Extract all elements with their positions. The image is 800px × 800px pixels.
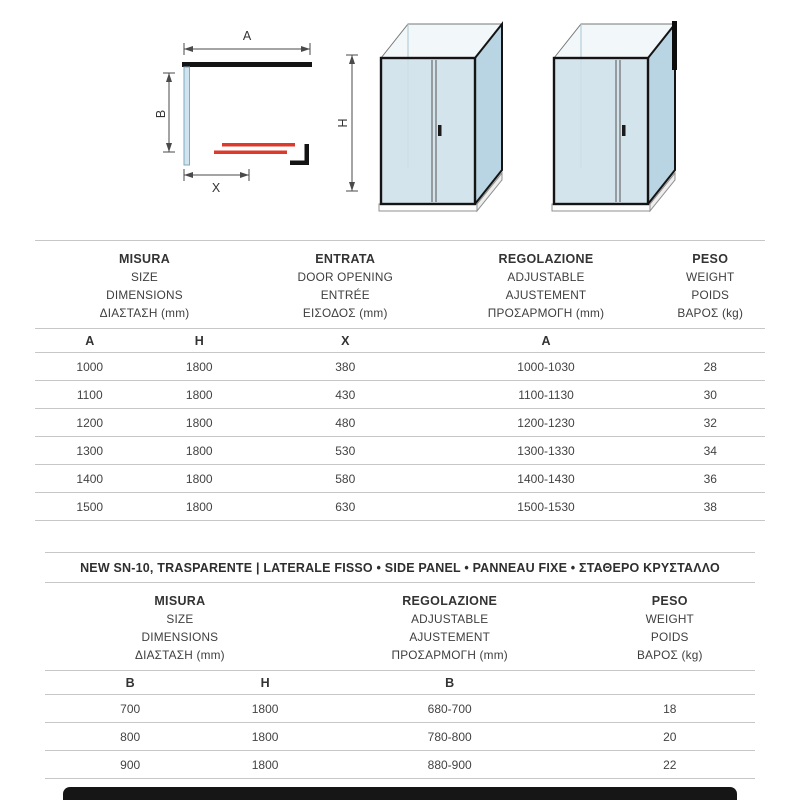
cell-weight: 34 <box>703 444 717 458</box>
table-row <box>35 492 765 520</box>
side-glass-panel <box>184 67 190 165</box>
cell-x: 580 <box>335 472 356 486</box>
header-line: ΠΡΟΣΑΡΜΟΓΗ (mm) <box>391 648 508 662</box>
panel-table-subheader <box>45 670 755 694</box>
cell-a: 1500 <box>76 500 104 514</box>
header-misura <box>35 250 254 322</box>
header-entrata <box>254 250 437 322</box>
cell-h: 1800 <box>185 388 213 402</box>
subheader-x: X <box>341 334 350 348</box>
cell-a: 1300 <box>76 444 104 458</box>
cell-adjust: 880-900 <box>427 758 472 772</box>
cell-a: 1400 <box>76 472 104 486</box>
cell-a: 1000 <box>76 360 104 374</box>
header-line: AJUSTEMENT <box>409 630 490 644</box>
table-row <box>35 464 765 492</box>
cell-adjust: 680-700 <box>427 702 472 716</box>
header-line: MISURA <box>118 252 171 266</box>
front-glass <box>381 58 475 204</box>
header-peso <box>656 250 766 322</box>
cell-weight: 18 <box>663 702 677 716</box>
cell-weight: 30 <box>703 388 717 402</box>
cell-adjust: 1300-1330 <box>517 444 575 458</box>
subheader-adjust: A <box>541 334 551 348</box>
subheader-weight <box>656 329 766 352</box>
dim-label-x: X <box>211 181 221 195</box>
technical-diagrams <box>0 0 800 232</box>
cell-x: 630 <box>335 500 356 514</box>
sliding-door-red-lower <box>214 151 287 155</box>
header-line: ΠΡΟΣΑΡΜΟΓΗ (mm) <box>487 306 605 320</box>
cell-h: 1800 <box>185 416 213 430</box>
cell-weight: 20 <box>663 730 677 744</box>
table-row <box>45 722 755 750</box>
header-line: ADJUSTABLE <box>411 612 489 626</box>
subheader-weight <box>585 671 755 694</box>
front-glass <box>554 58 648 204</box>
header-line: ENTRÉE <box>320 288 370 302</box>
dim-label-b: B <box>154 109 168 119</box>
cell-h: 1800 <box>185 444 213 458</box>
cell-h: 1800 <box>251 730 279 744</box>
iso-side-panel-diagram <box>508 8 683 223</box>
table-row <box>35 352 765 380</box>
cell-adjust: 780-800 <box>427 730 472 744</box>
header-line: PESO <box>692 252 729 266</box>
panel-table-header <box>45 583 755 670</box>
header-line: ΔΙΑΣΤΑΣΗ (mm) <box>135 648 225 662</box>
subheader-h: H <box>194 334 204 348</box>
cell-adjust: 1400-1430 <box>517 472 575 486</box>
header-line: AJUSTEMENT <box>505 288 587 302</box>
header-line: SIZE <box>166 612 194 626</box>
header-line: PESO <box>651 594 688 608</box>
side-panel-table <box>45 583 755 779</box>
header-line: ENTRATA <box>315 252 376 266</box>
cell-h: 1800 <box>251 758 279 772</box>
header-line: SIZE <box>130 270 159 284</box>
subheader-a: A <box>85 334 95 348</box>
header-peso <box>585 592 755 664</box>
cell-weight: 36 <box>703 472 717 486</box>
cell-x: 480 <box>335 416 356 430</box>
header-line: WEIGHT <box>686 270 735 284</box>
cell-x: 530 <box>335 444 356 458</box>
door-size-table <box>35 240 765 521</box>
table-row <box>45 694 755 722</box>
header-line: ΔΙΑΣΤΑΣΗ (mm) <box>99 306 190 320</box>
header-line: ADJUSTABLE <box>507 270 585 284</box>
table-row <box>35 408 765 436</box>
sliding-door-red-upper <box>222 143 295 147</box>
cell-weight: 32 <box>703 416 717 430</box>
table-row <box>45 750 755 778</box>
top-view-diagram <box>150 28 320 196</box>
door-table-subheader <box>35 328 765 352</box>
cell-weight: 38 <box>703 500 717 514</box>
cell-b: 900 <box>120 758 141 772</box>
cell-b: 800 <box>120 730 141 744</box>
cell-h: 1800 <box>185 360 213 374</box>
section-title: NEW SN-10, TRASPARENTE | LATERALE FISSO • SIDE PANEL • PANNEAU FIXE • ΣΤΑΘΕΡΟ ΚΡΥΣΤΑΛΛΟ <box>45 552 755 583</box>
subheader-b: B <box>125 676 135 690</box>
cell-x: 380 <box>335 360 356 374</box>
header-misura <box>45 592 315 664</box>
header-line: REGOLAZIONE <box>498 252 594 266</box>
header-line: MISURA <box>154 594 206 608</box>
cell-weight: 28 <box>703 360 717 374</box>
iso-enclosure-diagram <box>335 8 510 223</box>
header-line: REGOLAZIONE <box>402 594 498 608</box>
door-handle <box>438 125 442 136</box>
table-row <box>35 436 765 464</box>
header-regolazione <box>315 592 585 664</box>
header-regolazione <box>437 250 656 322</box>
door-table-header <box>35 240 765 328</box>
wall-top <box>182 62 312 67</box>
cell-weight: 22 <box>663 758 677 772</box>
cell-b: 700 <box>120 702 141 716</box>
cell-h: 1800 <box>185 472 213 486</box>
dim-label-h: H <box>336 118 350 128</box>
header-line: DIMENSIONS <box>141 630 219 644</box>
cell-adjust: 1000-1030 <box>517 360 575 374</box>
cell-a: 1100 <box>76 388 103 402</box>
subheader-h: H <box>260 676 270 690</box>
footer-bar <box>63 787 737 800</box>
header-line: DIMENSIONS <box>106 288 183 302</box>
side-panel-section <box>45 552 755 779</box>
header-line: DOOR OPENING <box>297 270 393 284</box>
header-line: ΒΑΡΟΣ (kg) <box>636 648 703 662</box>
wall-corner-horizontal <box>290 161 309 166</box>
cell-x: 430 <box>335 388 356 402</box>
table-row <box>35 380 765 408</box>
cell-h: 1800 <box>251 702 279 716</box>
header-line: WEIGHT <box>645 612 694 626</box>
cell-a: 1200 <box>76 416 104 430</box>
header-line: ΕΙΣΟΔΟΣ (mm) <box>302 306 388 320</box>
cell-adjust: 1500-1530 <box>517 500 575 514</box>
cell-adjust: 1100-1130 <box>518 388 574 402</box>
header-line: ΒΑΡΟΣ (kg) <box>677 306 744 320</box>
cell-adjust: 1200-1230 <box>517 416 575 430</box>
header-line: POIDS <box>691 288 730 302</box>
dim-label-a: A <box>242 29 252 43</box>
cell-h: 1800 <box>185 500 213 514</box>
subheader-adjust: B <box>445 676 455 690</box>
header-line: POIDS <box>650 630 689 644</box>
door-handle <box>622 125 626 136</box>
